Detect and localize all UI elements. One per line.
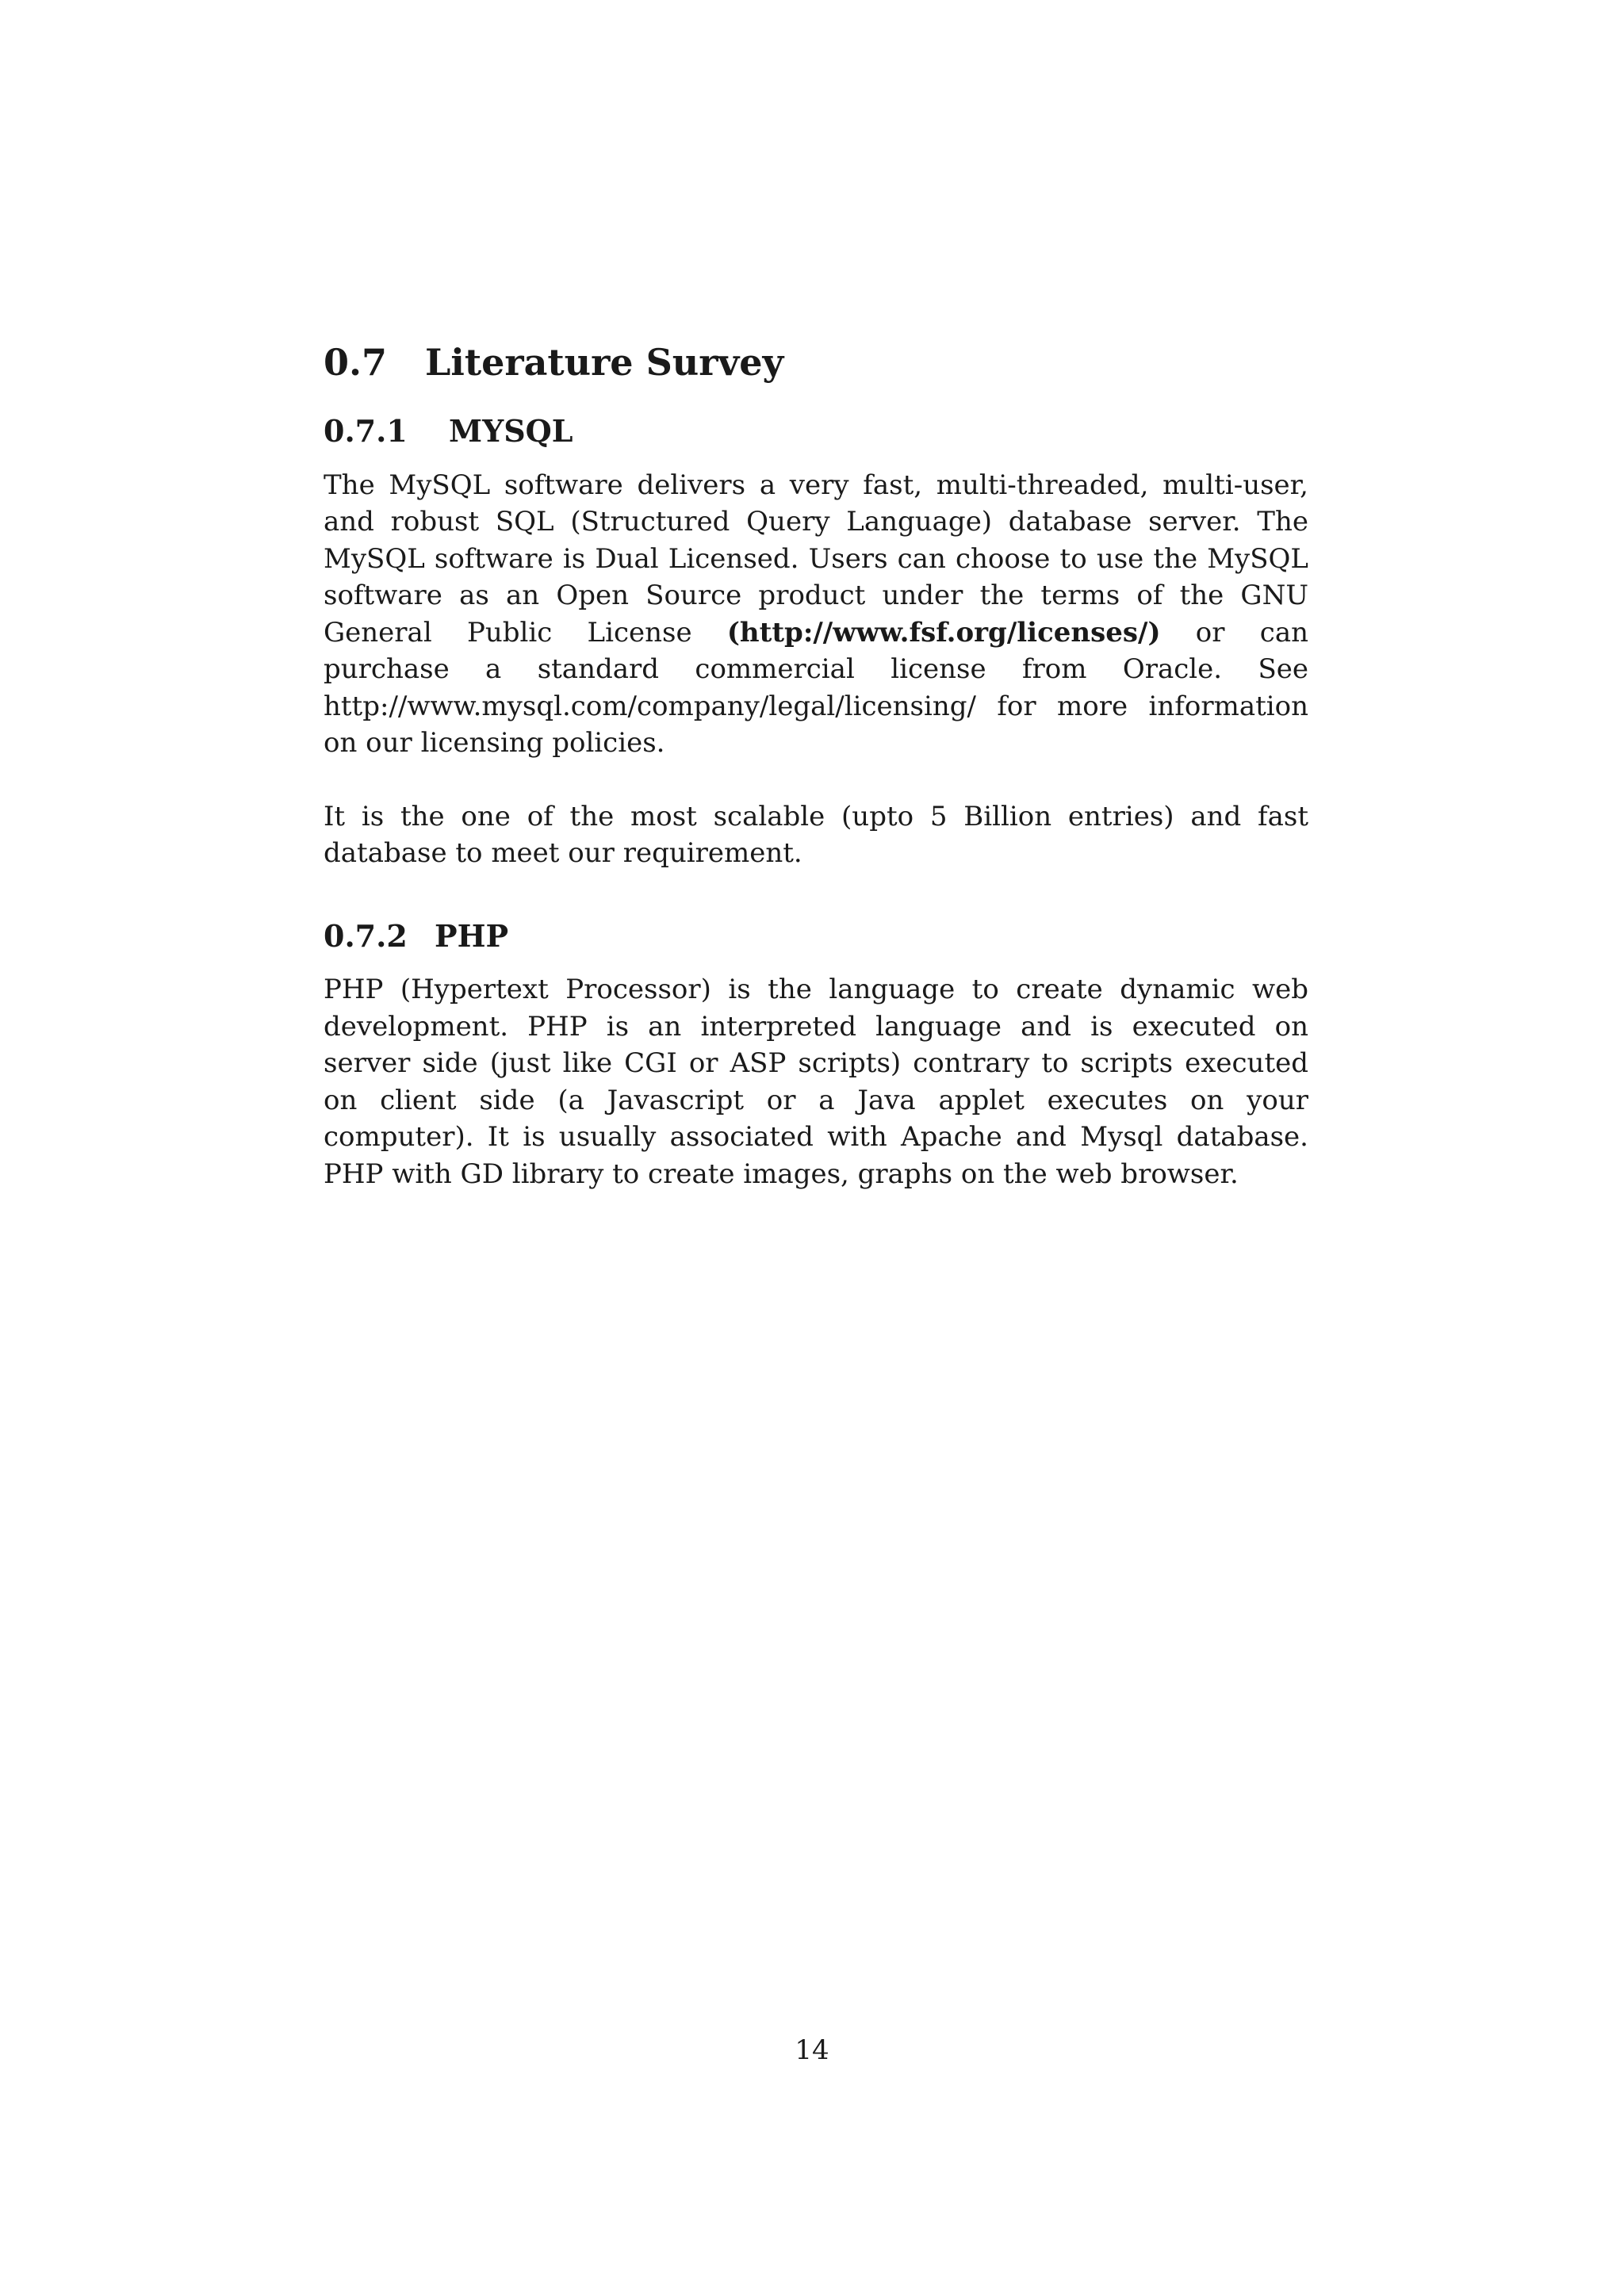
page-content xyxy=(324,341,1308,1192)
page-number: 14 xyxy=(795,2034,829,2066)
mysql-paragraph-1-text-b: or can purchase a standard commercial license from Oracle. See http://www.mysql.com/company/legal/licensing/ for more information on our licensing policies. xyxy=(324,616,1308,760)
mysql-paragraph-2: It is the one of the most scalable (upto 5 Billion entries) and fast database to meet our requirement. xyxy=(324,800,1308,870)
php-paragraph-1: PHP (Hypertext Processor) is the language to create dynamic web development. PHP is an interpreted language and is executed on server side (just like CGI or ASP scripts) contrary to scripts executed on client side (a Javascript or a Java applet executes on your computer). It is usually associated with Apache and Mysql database. PHP with GD library to create images, graphs on the web browser. xyxy=(324,974,1308,1190)
gnu-license-link: (http://www.fsf.org/licenses/) xyxy=(726,616,1161,649)
subsection-number: 0.7.1 xyxy=(324,413,408,450)
mysql-paragraph-1-text-a: The MySQL software delivers a very fast, multi-threaded, multi-user, and robust SQL (Structured Query Language) database server. The MySQL software is Dual Licensed. Users can choose to use the MySQL software as an Open Source product under the terms of the GNU General Public License xyxy=(324,469,1308,649)
section-number: 0.7 xyxy=(324,341,388,384)
section-heading xyxy=(324,341,1308,385)
subsection-title: MYSQL xyxy=(449,413,573,450)
subsection-heading-php xyxy=(324,918,1308,955)
subsection-title: PHP xyxy=(435,917,509,954)
mysql-paragraph-1 xyxy=(324,467,1308,762)
subsection-heading-mysql xyxy=(324,413,1308,450)
subsection-number: 0.7.2 xyxy=(324,917,408,954)
section-title: Literature Survey xyxy=(425,341,784,384)
